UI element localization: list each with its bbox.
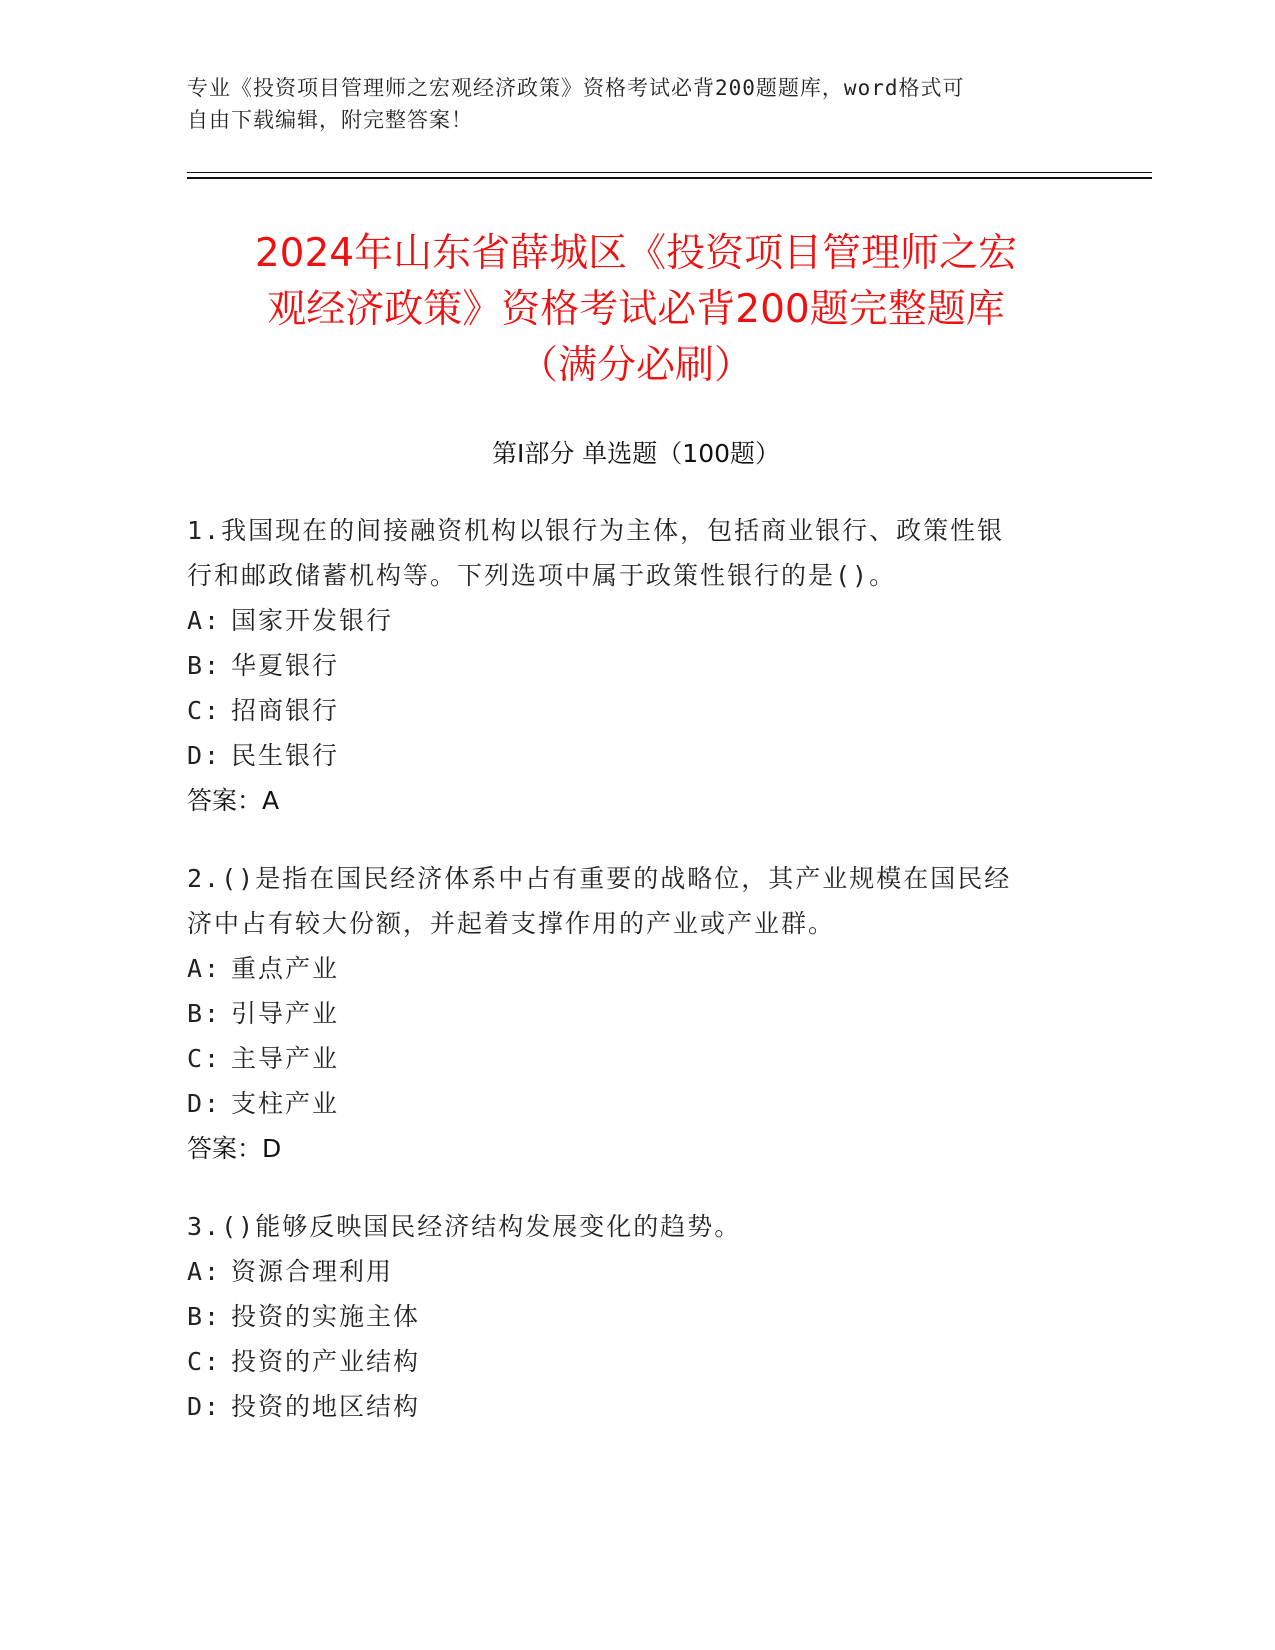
option-a — [187, 598, 1067, 643]
option-b — [187, 1294, 1067, 1339]
document-header — [187, 72, 1067, 136]
title-line-1: 2024年山东省薛城区《投资项目管理师之宏 — [254, 231, 1018, 276]
header-line-1: 专业《投资项目管理师之宏观经济政策》资格考试必背200题题库，word格式可 — [187, 76, 965, 100]
option-text: 民生银行 — [231, 741, 340, 770]
header-rule-thick — [187, 177, 1152, 179]
option-text: 招商银行 — [231, 696, 340, 725]
option-text: 投资的产业结构 — [231, 1347, 421, 1376]
option-text: 投资的实施主体 — [231, 1302, 421, 1331]
option-key: A: — [187, 606, 222, 635]
option-d — [187, 733, 1067, 778]
option-a — [187, 1249, 1067, 1294]
option-key: C: — [187, 1044, 222, 1073]
option-key: B: — [187, 999, 222, 1028]
title-line-2: 观经济政策》资格考试必背200题完整题库 — [267, 287, 1005, 332]
option-text: 国家开发银行 — [231, 606, 394, 635]
title-line-3: （满分必刷） — [518, 343, 753, 388]
option-key: A: — [187, 1257, 222, 1286]
section-title: 第Ⅰ部分 单选题（100题） — [491, 439, 781, 468]
option-d — [187, 1384, 1067, 1429]
option-a — [187, 946, 1067, 991]
option-key: D: — [187, 1089, 222, 1118]
question-stem-line: 济中占有较大份额，并起着支撑作用的产业或产业群。 — [187, 909, 836, 938]
question-3 — [187, 1204, 1067, 1429]
question-1 — [187, 508, 1067, 823]
answer: 答案：D — [187, 1134, 282, 1163]
option-text: 华夏银行 — [231, 651, 340, 680]
question-stem-line: 1.我国现在的间接融资机构以银行为主体，包括商业银行、政策性银 — [187, 516, 1005, 545]
option-key: D: — [187, 741, 222, 770]
option-text: 主导产业 — [231, 1044, 340, 1073]
question-stem-line: 行和邮政储蓄机构等。下列选项中属于政策性银行的是()。 — [187, 561, 897, 590]
option-c — [187, 1036, 1067, 1081]
option-b — [187, 991, 1067, 1036]
option-d — [187, 1081, 1067, 1126]
answer: 答案：A — [187, 786, 280, 815]
option-text: 引导产业 — [231, 999, 340, 1028]
header-rule-thin — [187, 172, 1152, 173]
question-stem-line: 2.()是指在国民经济体系中占有重要的战略位，其产业规模在国民经 — [187, 864, 1012, 893]
option-text: 支柱产业 — [231, 1089, 340, 1118]
option-key: C: — [187, 696, 222, 725]
option-key: C: — [187, 1347, 222, 1376]
option-text: 重点产业 — [231, 954, 340, 983]
option-c — [187, 1339, 1067, 1384]
option-key: A: — [187, 954, 222, 983]
option-text: 资源合理利用 — [231, 1257, 394, 1286]
option-b — [187, 643, 1067, 688]
option-c — [187, 688, 1067, 733]
option-key: D: — [187, 1392, 222, 1421]
option-text: 投资的地区结构 — [231, 1392, 421, 1421]
question-stem-line: 3.()能够反映国民经济结构发展变化的趋势。 — [187, 1212, 742, 1241]
header-line-2: 自由下载编辑，附完整答案！ — [187, 108, 473, 132]
option-key: B: — [187, 651, 222, 680]
document-title — [187, 226, 1085, 394]
option-key: B: — [187, 1302, 222, 1331]
question-2 — [187, 856, 1067, 1171]
